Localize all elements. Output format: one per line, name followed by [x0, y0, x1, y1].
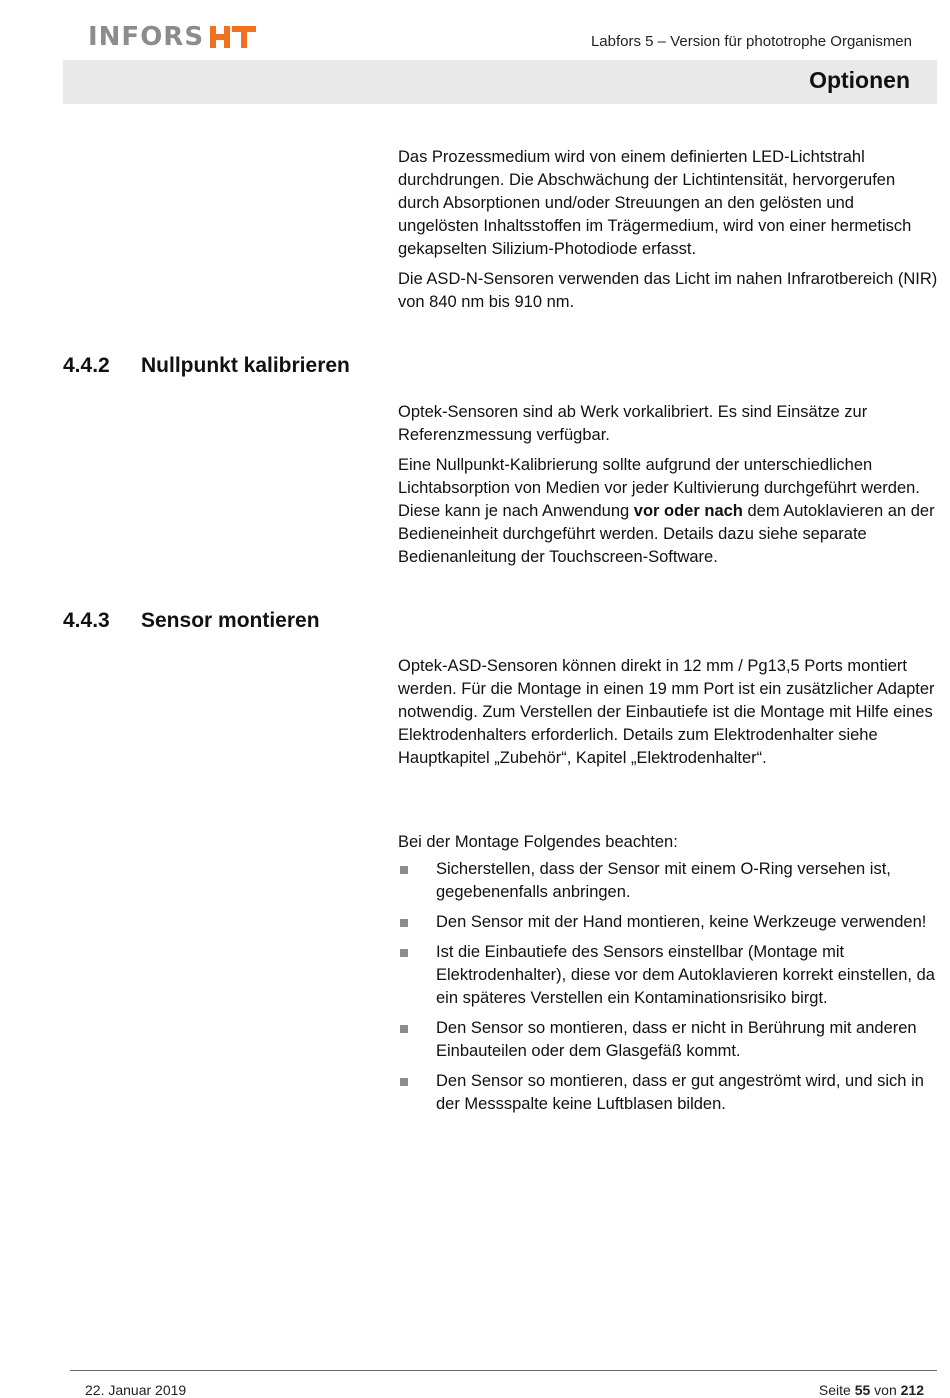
calibration-paragraph-1: Optek-Sensoren sind ab Werk vorkalibriert. Es sind Einsätze zur Referenzmessung verfügbar. [398, 403, 868, 444]
list-item: Den Sensor so montieren, dass er nicht in Berührung mit anderen Einbauteilen oder dem Glasgefäß kommt. [398, 1017, 938, 1063]
calibration-paragraph-2: Eine Nullpunkt-Kalibrierung sollte aufgrund der unterschiedlichen Lichtabsorption von Medien vor jeder Kultivierung durchgeführt werden. Diese kann je nach Anwendung vor oder nach dem Autoklavieren an der Bedieneinheit durchgeführt werden. Details dazu siehe separate Bedienanleitung der Touchscreen-Software. [398, 456, 935, 566]
mounting-intro: Bei der Montage Folgendes beachten: [398, 833, 678, 851]
logo-text: INFORS [88, 22, 205, 52]
bullet-square-icon [400, 919, 408, 927]
intro-paragraph-2: Die ASD-N-Sensoren verwenden das Licht im nahen Infrarotbereich (NIR) von 840 nm bis 910 nm. [398, 270, 938, 311]
heading-title: Nullpunkt kalibrieren [141, 354, 350, 377]
header-band [63, 60, 937, 104]
list-item: Sicherstellen, dass der Sensor mit einem O-Ring versehen ist, gegebenenfalls anbringen. [398, 858, 938, 904]
emphasis-before-after: vor oder nach [633, 502, 743, 520]
footer-page-number: Seite 55 von 212 [818, 1382, 924, 1398]
heading-number: 4.4.2 [63, 354, 110, 377]
intro-paragraph-1: Das Prozessmedium wird von einem definierten LED-Lichtstrahl durchdrungen. Die Abschwächung der Lichtintensität, hervorgerufen durch Absorptionen und/oder Streuungen an den gelösten und ungelösten Inhaltsstoffen im Trägermedium, wird von einer hermetisch gekapselten Silizium-Photodiode erfasst. [398, 148, 912, 258]
section-title: Optionen [809, 67, 910, 93]
list-item: Ist die Einbautiefe des Sensors einstellbar (Montage mit Elektrodenhalter), diese vor dem Autoklavieren korrekt einstellen, da ein späteres Verstellen ein Kontaminationsrisiko birgt. [398, 941, 938, 1010]
heading-4-4-2 [63, 354, 350, 378]
document-title: Labfors 5 – Version für phototrophe Organismen [590, 33, 912, 50]
heading-number: 4.4.3 [63, 609, 110, 632]
heading-title: Sensor montieren [141, 609, 320, 632]
logo-ht-mark [210, 24, 258, 50]
footer-divider [70, 1370, 937, 1371]
bullet-square-icon [400, 949, 408, 957]
mounting-bullet-list [398, 858, 938, 1123]
footer-date: 22. Januar 2019 [85, 1382, 187, 1398]
bullet-square-icon [400, 1025, 408, 1033]
mounting-paragraph: Optek-ASD-Sensoren können direkt in 12 mm / Pg13,5 Ports montiert werden. Für die Montage in einen 19 mm Port ist ein zusätzlicher Adapter notwendig. Zum Verstellen der Einbautiefe ist die Montage mit Hilfe eines Elektrodenhalters erforderlich. Details zum Elektrodenhalter siehe Hauptkapitel „Zubehör“, Kapitel „Elektrodenhalter“. [398, 657, 935, 767]
heading-4-4-3 [63, 609, 320, 633]
list-item: Den Sensor so montieren, dass er gut angeströmt wird, und sich in der Messspalte keine Luftblasen bilden. [398, 1070, 938, 1116]
bullet-square-icon [400, 1078, 408, 1086]
bullet-square-icon [400, 866, 408, 874]
list-item: Den Sensor mit der Hand montieren, keine Werkzeuge verwenden! [398, 911, 938, 934]
infors-ht-logo [88, 22, 258, 52]
